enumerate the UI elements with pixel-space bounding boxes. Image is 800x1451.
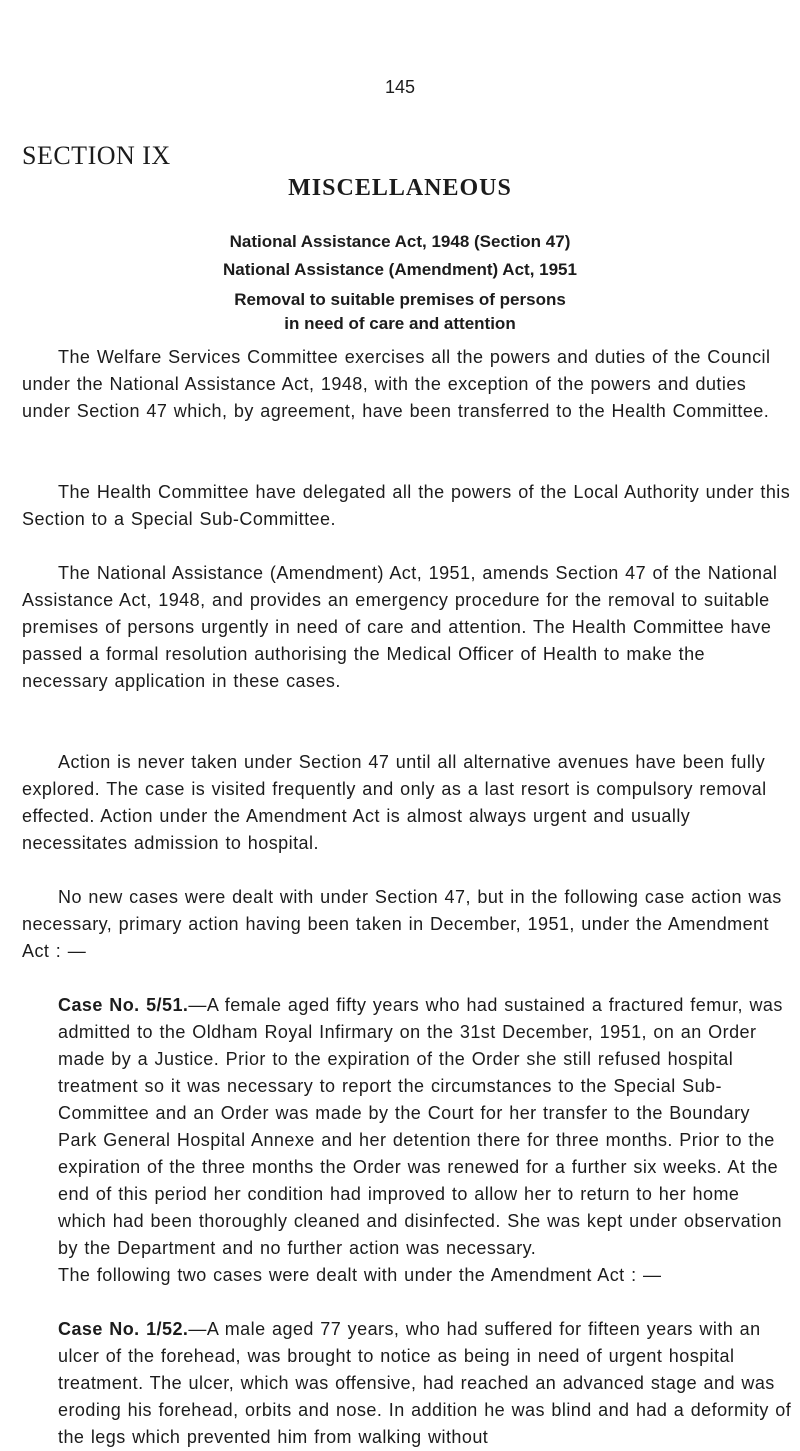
body-paragraph [22,1262,792,1289]
act-title-1951: National Assistance (Amendment) Act, 1951 [223,260,577,279]
paragraph-welfare-committee: The Welfare Services Committee exercises all the powers and duties of the Council under the National Assistance Act, 1948, with the exception of the powers and duties under Section 47 which, by agreement, have been transferred to the Health Committee. [22,347,771,421]
case-label: Case No. 5/51. [58,995,189,1015]
body-paragraph [22,884,792,965]
act-title-1948: National Assistance Act, 1948 (Section 47) [229,232,571,251]
subheading-line-1: Removal to suitable premises of persons [234,290,566,309]
case-label: Case No. 1/52. [58,1319,189,1339]
body-paragraph [22,560,792,695]
case-entry [22,992,792,1262]
case-text: —A male aged 77 years, who had suffered for fifteen years with an ulcer of the forehead, was brought to notice as being in need of urgent hospital treatment. The ulcer, which was offensive, had reached an advanced stage and was eroding his forehead, orbits and nose. In addition he was blind and had a deformity of the legs which prevented him from walking without [58,1319,792,1447]
case-text: —A female aged fifty years who had sustained a fractured femur, was admitted to the Oldham Royal Infirmary on the 31st December, 1951, on an Order made by a Justice. Prior to the expiration of the Order she still refused hospital treatment so it was necessary to report the circumstances to the Special Sub-Committee and an Order was made by the Court for her transfer to the Boundary Park General Hospital Annexe and her detention there for three months. Prior to the expiration of the three months the Order was renewed for a further six weeks. At the end of this period her condition had improved to allow her to return to her home which had been thoroughly cleaned and disinfected. She was kept under observation by the Department and no further action was necessary. [58,995,783,1258]
paragraph-action-taken: Action is never taken under Section 47 until all alternative avenues have been fully explored. The case is visited frequently and only as a last resort is compulsory removal effected. Action under the Amendment Act is almost always urgent and usually necessitates admission to hospital. [22,752,767,853]
case-entry [22,1316,792,1451]
subheading-line-2: in need of care and attention [284,314,516,333]
body-paragraph [22,479,792,533]
paragraph-no-new-cases: No new cases were dealt with under Section 47, but in the following case action was necessary, primary action having been taken in December, 1951, under the Amendment Act : — [22,887,782,961]
act-titles [0,228,800,284]
case-1-52 [22,1316,792,1451]
paragraph-amendment-act: The National Assistance (Amendment) Act, 1951, amends Section 47 of the National Assistance Act, 1948, and provides an emergency procedure for the removal to suitable premises of persons urgently in need of care and attention. The Health Committee have passed a formal resolution authorising the Medical Officer of Health to make the necessary application in these cases. [22,563,778,691]
removal-subheading [0,288,800,336]
chapter-title: MISCELLANEOUS [288,175,512,201]
case-5-51 [22,992,792,1262]
body-paragraph [22,749,792,857]
page-number: 145 [384,77,416,97]
section-heading: SECTION IX [22,141,171,170]
body-paragraph [22,344,792,425]
paragraph-following-cases: The following two cases were dealt with under the Amendment Act : — [58,1265,662,1285]
paragraph-delegation: The Health Committee have delegated all the powers of the Local Authority under this Section to a Special Sub-Committee. [22,482,791,529]
